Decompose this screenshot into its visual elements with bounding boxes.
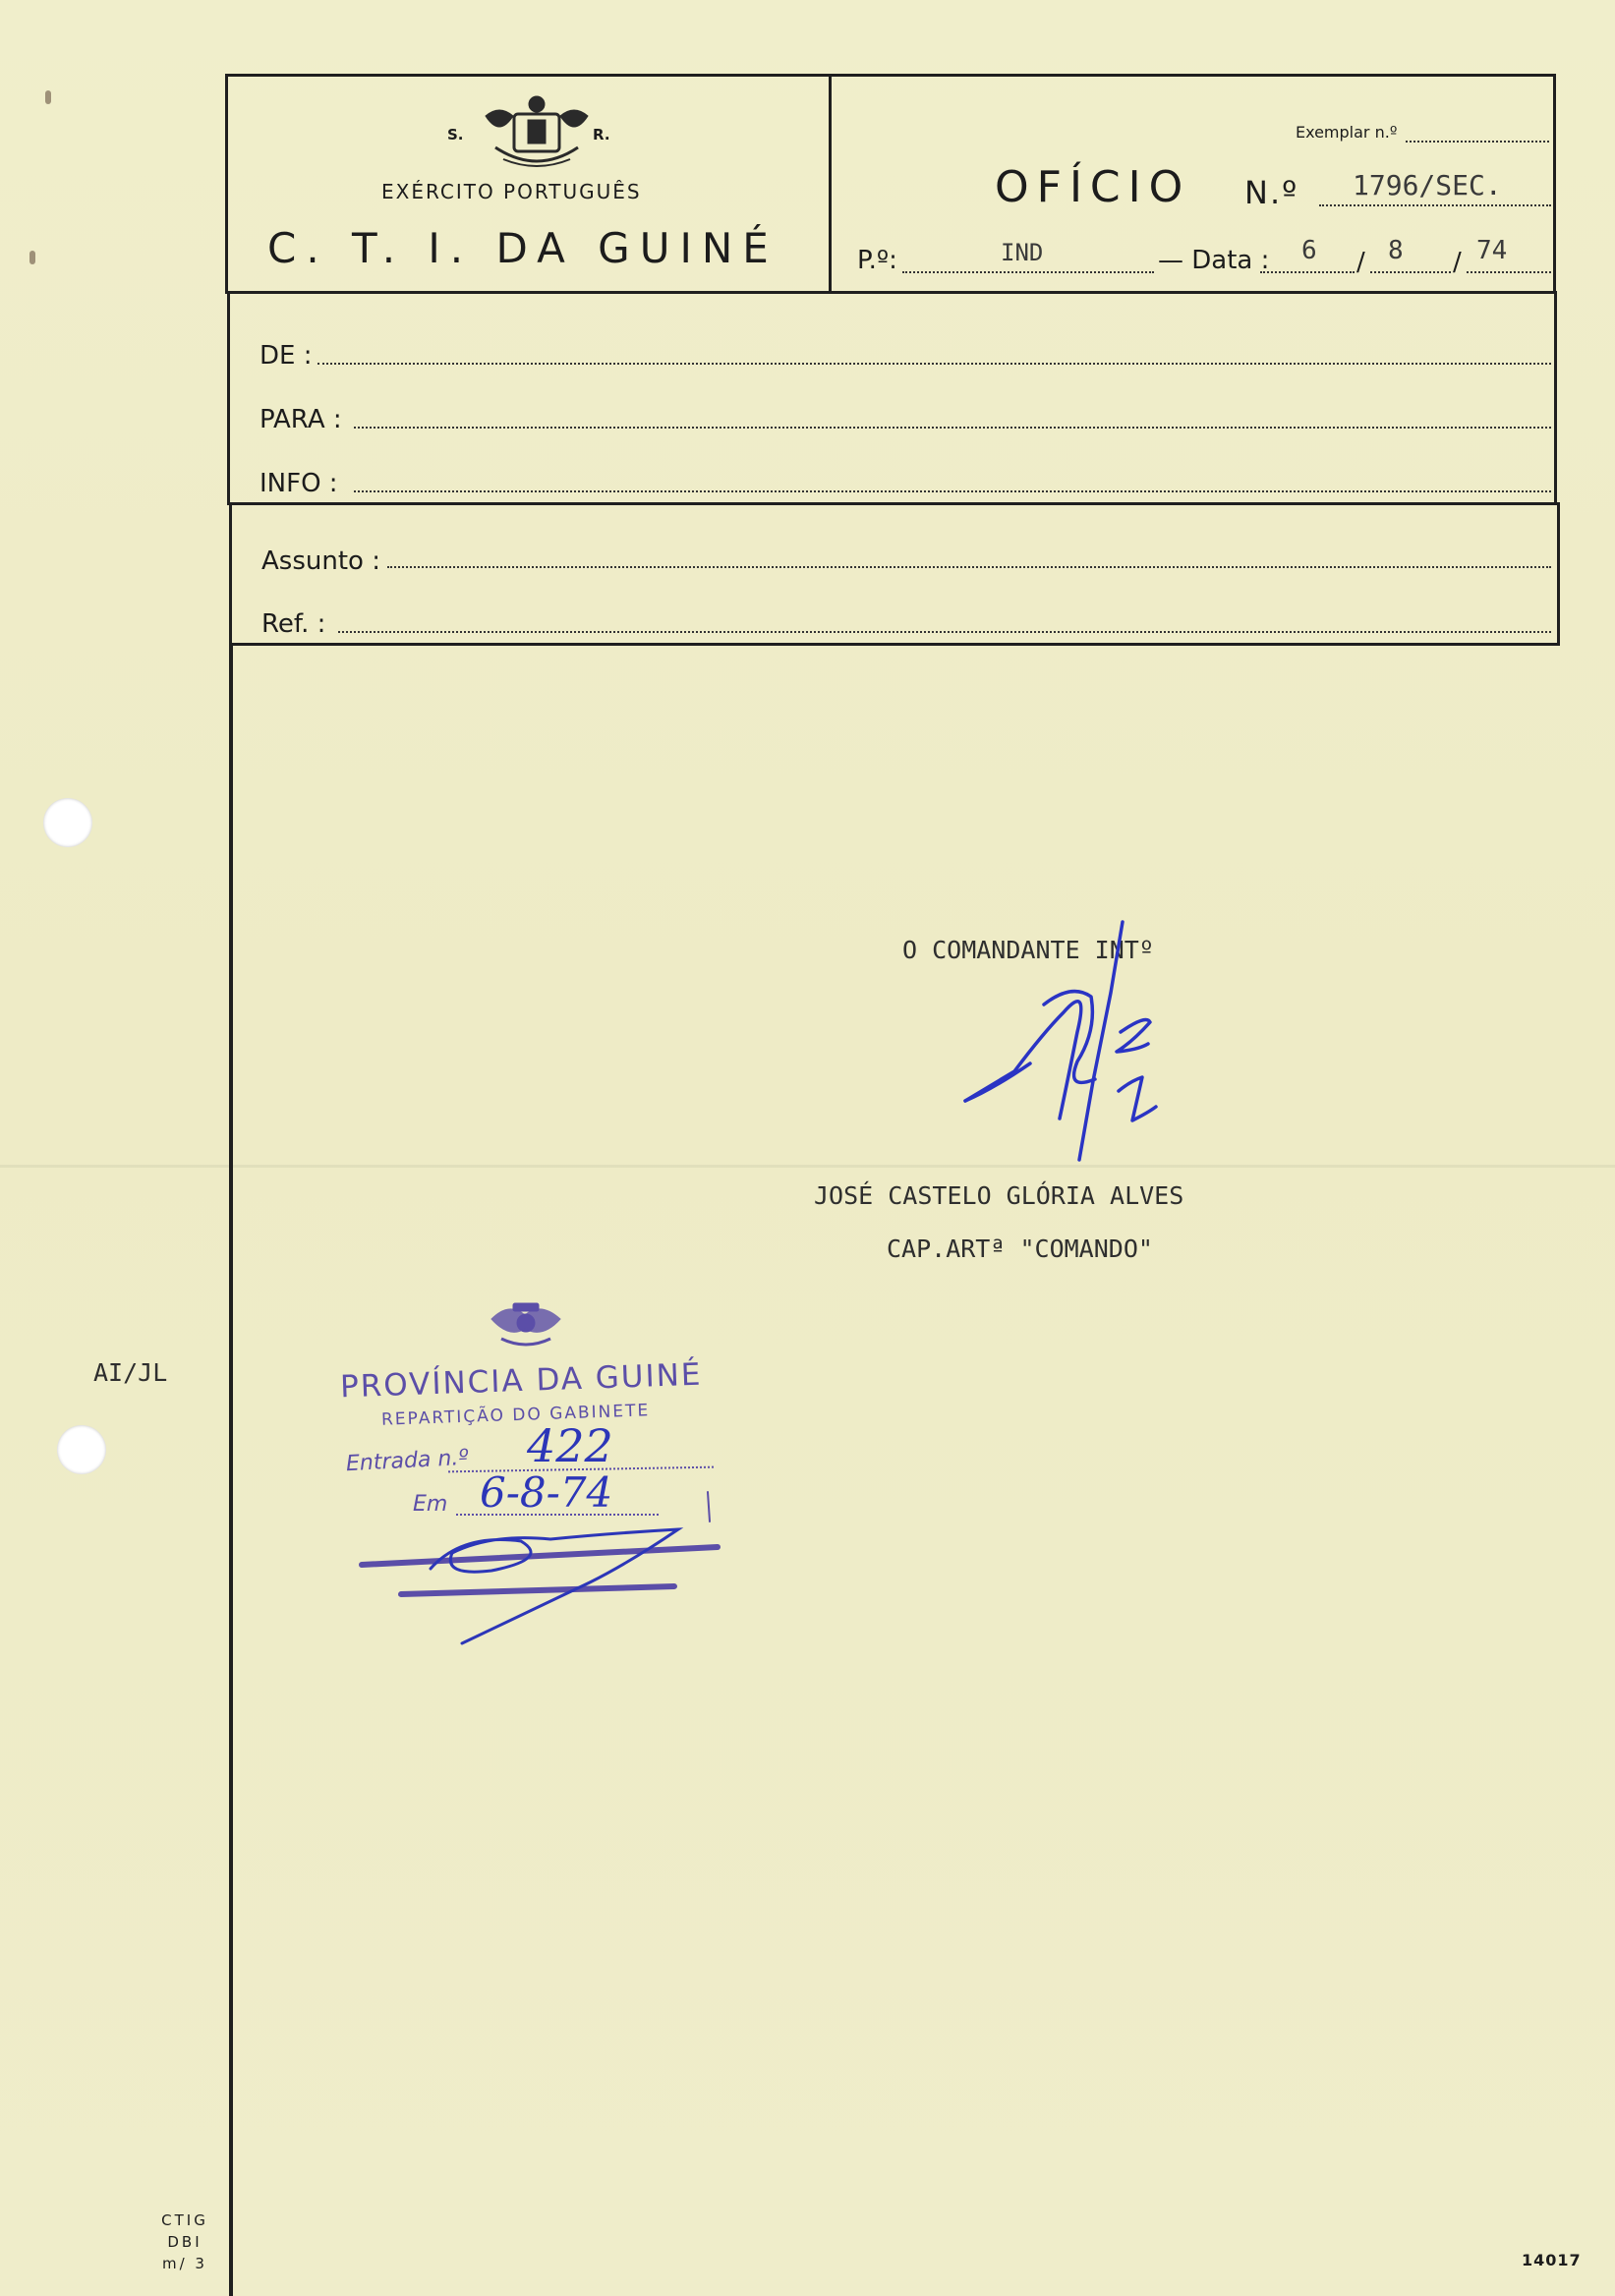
date-separator: /: [1356, 248, 1365, 277]
stamp-date-label: Em: [413, 1492, 448, 1517]
to-label: PARA :: [260, 405, 342, 434]
info-label: INFO :: [260, 469, 338, 498]
subject-label: Assunto :: [261, 546, 380, 576]
date-day: 6: [1301, 236, 1317, 265]
exemplar-label: Exemplar n.º: [1296, 123, 1398, 142]
header-left-mark: S.: [447, 126, 464, 144]
process-value: IND: [1001, 239, 1044, 266]
stamp-line-province: PROVÍNCIA DA GUINÉ: [339, 1356, 704, 1406]
stamp-date-value: 6-8-74: [480, 1468, 613, 1517]
reference-initials: AI/JL: [93, 1358, 168, 1387]
form-code: [145, 2210, 224, 2274]
stamp-entry-number: 422: [527, 1419, 613, 1472]
unit-name: C. T. I. DA GUINÉ: [267, 224, 779, 272]
date-year: 74: [1476, 236, 1508, 265]
stamp-entry-label: Entrada n.º: [345, 1445, 470, 1477]
signatory-name: JOSÉ CASTELO GLÓRIA ALVES: [814, 1181, 1184, 1210]
process-label: P.º:: [857, 246, 897, 275]
document-type: OFÍCIO: [995, 162, 1191, 212]
serial-number: 14017: [1522, 2251, 1582, 2269]
form-code-line-3: m/ 3: [162, 2255, 207, 2272]
number-label: N.º: [1244, 174, 1299, 211]
signatory-title: O COMANDANTE INTº: [902, 936, 1154, 964]
date-label: — Data :: [1158, 246, 1270, 275]
form-code-line-1: CTIG: [161, 2211, 208, 2229]
header-right-mark: R.: [593, 126, 610, 144]
form-code-line-2: DBI: [167, 2233, 202, 2251]
stamp-line-office: REPARTIÇÃO DO GABINETE: [380, 1401, 651, 1430]
army-name: EXÉRCITO PORTUGUÊS: [381, 180, 642, 203]
from-label: DE :: [260, 341, 313, 371]
reference-label: Ref. :: [261, 609, 326, 639]
date-month: 8: [1388, 236, 1404, 265]
date-separator: /: [1453, 248, 1462, 277]
signatory-rank: CAP.ARTª "COMANDO": [887, 1234, 1153, 1263]
document-number: 1796/SEC.: [1353, 169, 1502, 201]
